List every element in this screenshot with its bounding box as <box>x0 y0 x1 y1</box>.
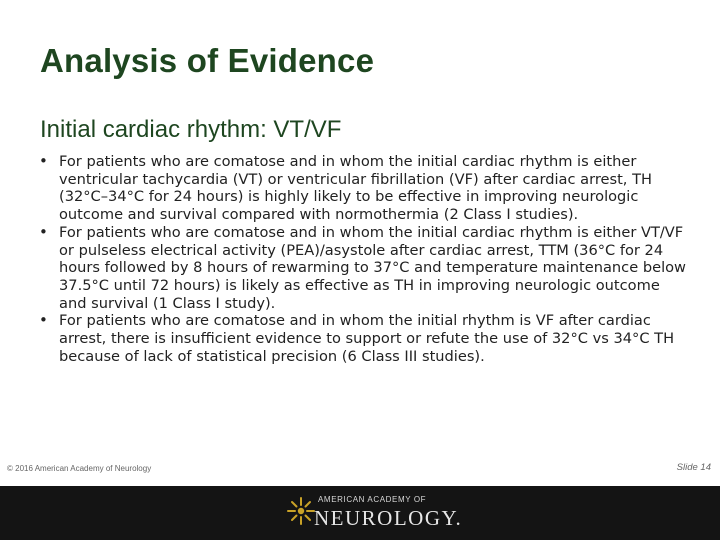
bullet-marker: • <box>39 311 48 330</box>
slide-number: Slide 14 <box>676 462 711 473</box>
bullet-text: For patients who are comatose and in whom the initial cardiac rhythm is either ventricular tachycardia (VT) or ventricular fibrillation (VF) after cardiac arrest, TH (32°C–34°C for 24 hours) is highly likely to be effective in improving neurologic outcome and survival compared with normothermia (2 Class I studies). <box>59 153 652 224</box>
slide-title: Analysis of Evidence <box>40 42 375 79</box>
bullet-marker: • <box>39 222 48 241</box>
bullet-marker: • <box>39 152 48 170</box>
slide-subtitle: Initial cardiac rhythm: VT/VF <box>40 116 342 143</box>
bullet-item <box>38 153 690 224</box>
bullet-list <box>38 153 690 365</box>
bullet-text: For patients who are comatose and in whom the initial cardiac rhythm is either VT/VF or pulseless electrical activity (PEA)/asystole after cardiac arrest, TTM (36°C for 24 hours followed by 8 hours of rewarming to 37°C and temperature maintenance below 37.5°C until 72 hours) is likely as effective as TH in improving neurologic outcome and survival (1 Class I study). <box>59 223 686 312</box>
bullet-item <box>38 224 690 313</box>
bullet-text: For patients who are comatose and in whom the initial rhythm is VF after cardiac arrest, there is insufficient evidence to support or refute the use of 32°C vs 34°C TH because of lack of statistical precision (6 Class III studies). <box>59 312 675 365</box>
aan-logo <box>286 492 463 532</box>
copyright-notice: © 2016 American Academy of Neurology <box>7 464 152 473</box>
logo-text-top: AMERICAN ACADEMY OF <box>318 495 427 504</box>
bullet-item <box>38 312 690 365</box>
logo-text-main: NEUROLOGY. <box>314 506 463 530</box>
starburst-logo-icon <box>286 496 316 526</box>
